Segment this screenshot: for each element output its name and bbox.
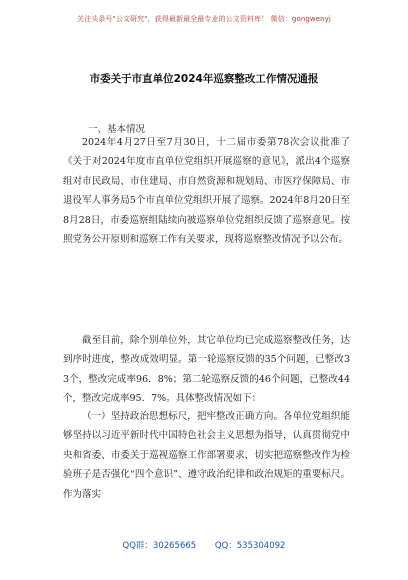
footer-qq: QQ：535304092: [214, 541, 286, 551]
footer-qq-group: QQ群：30265665: [122, 541, 197, 551]
section-heading: 一、基本情况: [88, 124, 146, 135]
paragraph-2: 截至目前，除个别单位外，其它单位均已完成巡察整改任务，达到序时进度，整改成效明显。第一轮巡察反馈的35个问题，已整改33个，整改完成率96．8%；第二轮巡察反馈的46个问题，已整改44个，整改完成率95．7%。具体整改情况如下：: [63, 335, 350, 405]
paragraph-1: 2024年4月27日至7月30日，十二届市委第78次会议批准了《关于对2024年度市直单位党组织开展巡察的意见》，派出4个巡察组对市民政局、市住建局、市自然资源和规划局、市医疗保障局、市退役军人事务局5个市直单位党组织开展了巡察。2024年8月20日至8月28日，市委巡察组陆续向被巡察单位党组织反馈了巡察意见。按照党务公开原则和巡察工作有关要求，现将巡察整改情况予以公布。: [63, 137, 350, 246]
footer-contact: [0, 539, 408, 551]
document-title: 市委关于市直单位2024年巡察整改工作情况通报: [89, 73, 319, 85]
header-banner: 关注头条号"公文研究"，获得最新最全最专业的公文资料库！ 微信：gongwenyj: [77, 15, 331, 23]
paragraph-3: （一）坚持政治思想标尺，把牢整改正确方向。各单位党组织能够坚持以习近平新时代中国特色社会主义思想为指导，认真贯彻党中央和省委、市委关于巡视巡察工作部署要求，切实把巡察整改作为检验班子是否强化“四个意识”、遵守政治纪律和政治规矩的重要标尺。作为落实: [63, 411, 350, 500]
